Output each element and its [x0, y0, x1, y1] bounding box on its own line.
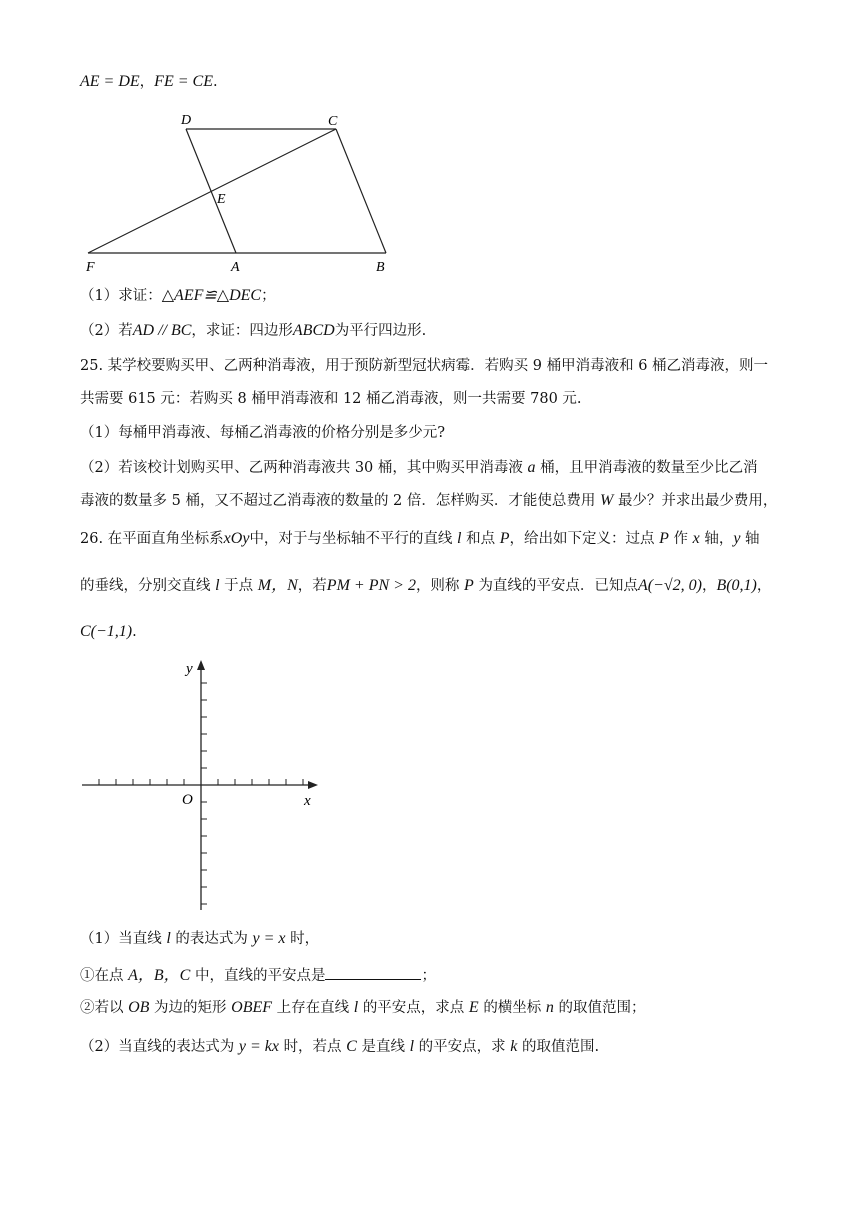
label-b: B — [376, 260, 385, 275]
label-c: C — [328, 114, 338, 129]
q26-part1: （1）当直线 l 的表达式为 y = x 时， — [80, 930, 320, 947]
q24-part2: （2）若AD // BC，求证：四边形ABCD为平行四边形. — [80, 322, 427, 339]
q26-sub2: ②若以 OB 为边的矩形 OBEF 上存在直线 l 的平安点，求点 E 的横坐标 n 的取值范围； — [80, 999, 646, 1016]
origin-label: O — [182, 792, 193, 808]
q26-part2: （2）当直线的表达式为 y = kx 时，若点 C 是直线 l 的平安点，求 k 的取值范围. — [80, 1038, 600, 1055]
eq-fe-ce: FE = CE — [154, 73, 213, 90]
coordinate-axes-figure — [78, 658, 328, 918]
q25-part2-line1: （2）若该校计划购买甲、乙两种消毒液共 30 桶，其中购买甲消毒液 a 桶，且甲消毒液的数量至少比乙消 — [80, 459, 758, 476]
label-a: A — [231, 260, 240, 275]
q25-part1: （1）每桶甲消毒液、每桶乙消毒液的价格分别是多少元? — [80, 425, 445, 441]
label-d: D — [181, 113, 192, 128]
y-axis-label: y — [186, 661, 193, 677]
geometry-figure — [80, 106, 420, 276]
q25-line1: 25. 某学校要购买甲、乙两种消毒液，用于预防新型冠状病霉．若购买 9 桶甲消毒液和 6 桶乙消毒液，则一 — [80, 358, 769, 374]
label-e: E — [217, 192, 226, 207]
y-axis-arrow-icon — [197, 660, 205, 670]
segment-cb — [336, 129, 386, 253]
segment-fc — [88, 129, 336, 253]
given-equalities: AE = DE，FE = CE. — [80, 73, 218, 90]
q26-line1: 26. 在平面直角坐标系xOy中，对于与坐标轴不平行的直线 l 和点 P，给出如下定义：过点 P 作 x 轴，y 轴 — [80, 530, 760, 547]
x-axis-arrow-icon — [308, 781, 318, 789]
x-axis-label: x — [304, 793, 311, 809]
q25-line2: 共需要 615 元：若购买 8 桶甲消毒液和 12 桶乙消毒液，则一共需要 780 元. — [80, 391, 582, 407]
eq-ae-de: AE = DE — [80, 73, 140, 90]
label-f: F — [86, 260, 95, 275]
answer-blank[interactable] — [325, 965, 421, 980]
q24-part1: （1）求证：△AEF≌△DEC； — [80, 287, 276, 304]
q26-line3: C(−1,1). — [80, 623, 137, 640]
q25-part2-line2: 毒液的数量多 5 桶，又不超过乙消毒液的数量的 2 倍．怎样购买．才能使总费用 W 最少？并求出最少费用， — [80, 492, 778, 509]
q26-line2: 的垂线，分别交直线 l 于点 M，N，若PM + PN > 2，则称 P 为直线的平安点．已知点A(−√2, 0)，B(0,1)， — [80, 577, 772, 594]
q26-sub1: ①在点 A，B，C 中，直线的平安点是 ； — [80, 967, 436, 984]
